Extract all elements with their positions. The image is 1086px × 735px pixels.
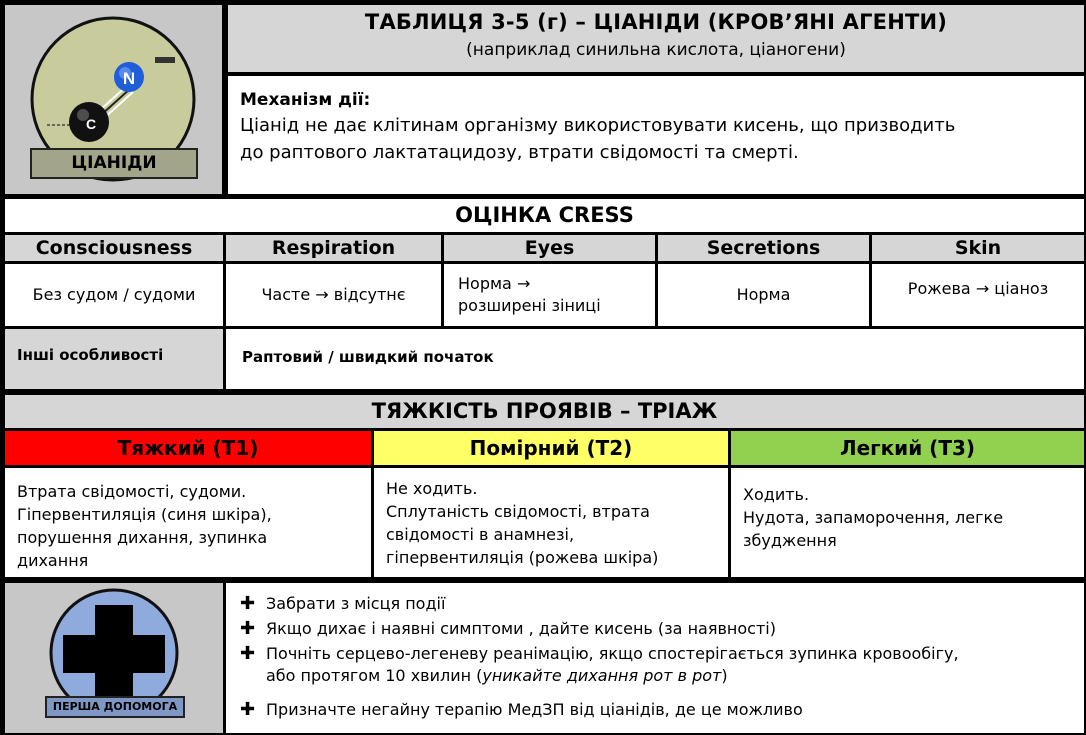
triage-title: ТЯЖКІСТЬ ПРОЯВІВ – ТРІАЖ [5,395,1084,428]
first-aid-logo-cell [5,583,223,733]
mechanism-heading: Механізм дії: [240,90,371,110]
other-features-label: Інші особливості [5,329,223,389]
severity-t3-header: Легкий (T3) [731,431,1084,465]
cyanide-logo-cell [5,5,222,194]
plus-icon: ✚ [240,593,256,614]
other-features-value: Раптовий / швидкий початок [226,329,1084,389]
severity-t2-header: Помірний (T2) [374,431,728,465]
col-consciousness: Consciousness [5,235,223,261]
cress-eyes-value: Норма → розширені зіниці [444,264,655,326]
plus-icon: ✚ [240,643,256,664]
first-aid-item: ✚ Почніть серцево-легеневу реанімацію, якщо спостерігається зупинка кровообігу, або протягом 10 хвилин (уникайте дихання рот в рот) [240,643,959,685]
cress-secretions-value: Норма [658,264,869,326]
first-aid-item: ✚ Призначте негайну терапію МедЗП від ціанідів, де це можливо [240,699,803,720]
atom-n-label: N [122,69,136,88]
first-aid-item: ✚ Забрати з місця події [240,593,446,614]
page-subtitle: (наприклад синильна кислота, ціаногени) [466,40,846,60]
mechanism-cell [228,76,1084,194]
col-skin: Skin [872,235,1084,261]
col-respiration: Respiration [226,235,441,261]
col-eyes: Eyes [444,235,655,261]
first-aid-caption: ПЕРША ДОПОМОГА [52,700,178,713]
plus-icon: ✚ [240,699,256,720]
first-aid-list [226,583,1084,733]
cress-respiration-value: Часте → відсутнє [226,264,441,326]
page-title: ТАБЛИЦЯ 3-5 (г) – ЦІАНІДИ (КРОВ’ЯНІ АГЕНТИ) [364,10,948,34]
cress-consciousness-value: Без судом / судоми [5,264,223,326]
mechanism-line-1: Ціанід не дає клітинам організму використовувати кисень, що призводить [240,115,956,136]
atom-c-label: C [85,116,97,132]
first-aid-item: ✚ Якщо дихає і наявні симптоми , дайте кисень (за наявності) [240,618,776,639]
severity-t1-header: Тяжкий (T1) [5,431,371,465]
title-cell [228,5,1084,72]
logo-caption-box [30,148,198,179]
plus-icon: ✚ [240,618,256,639]
cress-skin-value: Рожева → ціаноз [872,264,1084,326]
severity-t3-text: Ходить. Нудота, запаморочення, легке збудження [731,468,1084,577]
severity-t2-text: Не ходить. Сплутаність свідомості, втрата свідомості в анамнезі, гіпервентиляція (рожева шкіра) [374,468,728,577]
mechanism-line-2: до раптового лактатацидозу, втрати свідомості та смерті. [240,142,799,163]
col-secretions: Secretions [658,235,869,261]
cress-title: ОЦІНКА CRESS [5,199,1084,232]
logo-caption: ЦІАНІДИ [71,153,157,173]
severity-t1-text: Втрата свідомості, судоми. Гіпервентиляція (синя шкіра), порушення дихання, зупинка дихання [5,468,371,577]
first-aid-caption-box [45,696,185,718]
